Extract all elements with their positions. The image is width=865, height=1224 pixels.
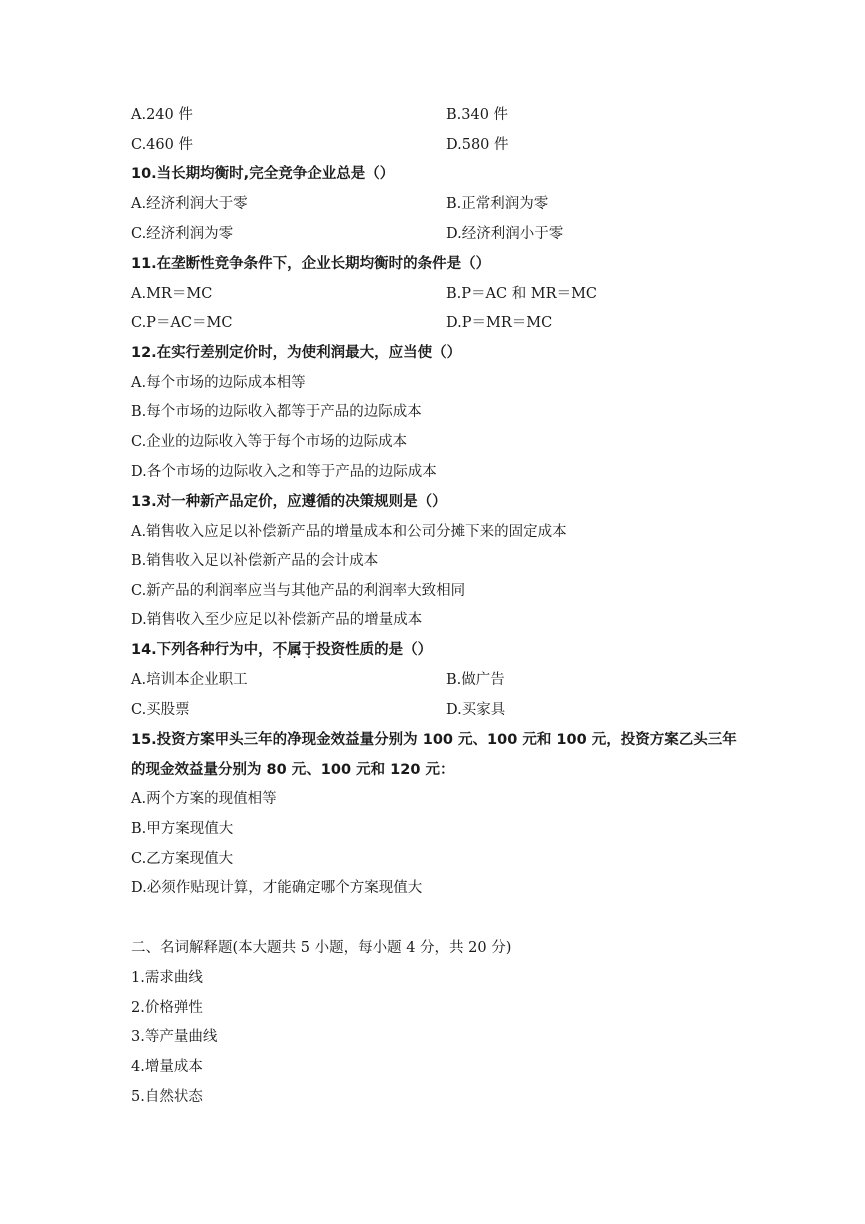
q13-title: 13.对一种新产品定价，应遵循的决策规则是（） [131, 494, 447, 510]
q14-title-post: 投资性质的是（） [316, 642, 433, 658]
q15-title-line2: 的现金效益量分别为 80 元、100 元和 120 元： [131, 762, 455, 778]
q15-title-line1: 15.投资方案甲头三年的净现金效益量分别为 100 元、100 元和 100 元，投资方案乙头三年 [131, 732, 737, 748]
q14-title [131, 640, 432, 660]
section2-item-2: 2.价格弹性 [131, 1000, 203, 1016]
q12-title: 12.在实行差别定价时，为使利润最大，应当使（） [131, 345, 462, 361]
q10-option-d: D.经济利润小于零 [446, 226, 564, 242]
q13-option-c: C.新产品的利润率应当与其他产品的利润率大致相同 [131, 583, 466, 599]
q11-title: 11.在垄断性竞争条件下，企业长期均衡时的条件是（） [131, 256, 491, 272]
q13-option-b: B.销售收入足以补偿新产品的会计成本 [131, 553, 379, 569]
q9-option-b: B.340 件 [446, 107, 509, 123]
q11-option-a: A.MR＝MC [131, 286, 213, 302]
section2-item-4: 4.增量成本 [131, 1059, 203, 1075]
section2-item-1: 1.需求曲线 [131, 970, 203, 986]
q11-option-b: B.P＝AC 和 MR＝MC [446, 286, 598, 302]
q12-option-b: B.每个市场的边际收入都等于产品的边际成本 [131, 404, 422, 420]
q14-option-c: C.买股票 [131, 702, 190, 718]
q13-option-a: A.销售收入应足以补偿新产品的增量成本和公司分摊下来的固定成本 [131, 524, 567, 540]
section2-item-3: 3.等产量曲线 [131, 1029, 218, 1045]
q12-option-c: C.企业的边际收入等于每个市场的边际成本 [131, 434, 408, 450]
q15-option-d: D.必须作贴现计算，才能确定哪个方案现值大 [131, 880, 423, 896]
q15-option-b: B.甲方案现值大 [131, 821, 234, 837]
q11-option-d: D.P＝MR＝MC [446, 315, 553, 331]
q10-title: 10.当长期均衡时,完全竞争企业总是（） [131, 166, 395, 182]
q14-option-d: D.买家具 [446, 702, 506, 718]
q15-option-a: A.两个方案的现值相等 [131, 791, 277, 807]
section2-heading: 二、名词解释题(本大题共 5 小题，每小题 4 分，共 20 分) [131, 940, 512, 956]
section2-item-5: 5.自然状态 [131, 1089, 203, 1105]
q14-emphasis-3: 于 [301, 642, 317, 658]
q14-emphasis-1: 不 [272, 642, 288, 658]
q11-option-c: C.P＝AC＝MC [131, 315, 233, 331]
q12-option-a: A.每个市场的边际成本相等 [131, 375, 306, 391]
q9-option-d: D.580 件 [446, 137, 509, 153]
q14-option-a: A.培训本企业职工 [131, 672, 248, 688]
q15-option-c: C.乙方案现值大 [131, 851, 234, 867]
q14-emphasis-2: 属 [287, 642, 302, 658]
q10-option-b: B.正常利润为零 [446, 196, 549, 212]
q12-option-d: D.各个市场的边际收入之和等于产品的边际成本 [131, 464, 437, 480]
q9-option-a: A.240 件 [131, 107, 193, 123]
q9-option-c: C.460 件 [131, 137, 193, 153]
q10-option-c: C.经济利润为零 [131, 226, 234, 242]
q14-title-pre: 14.下列各种行为中， [131, 642, 273, 658]
q14-option-b: B.做广告 [446, 672, 505, 688]
q10-option-a: A.经济利润大于零 [131, 196, 248, 212]
q13-option-d: D.销售收入至少应足以补偿新产品的增量成本 [131, 612, 423, 628]
